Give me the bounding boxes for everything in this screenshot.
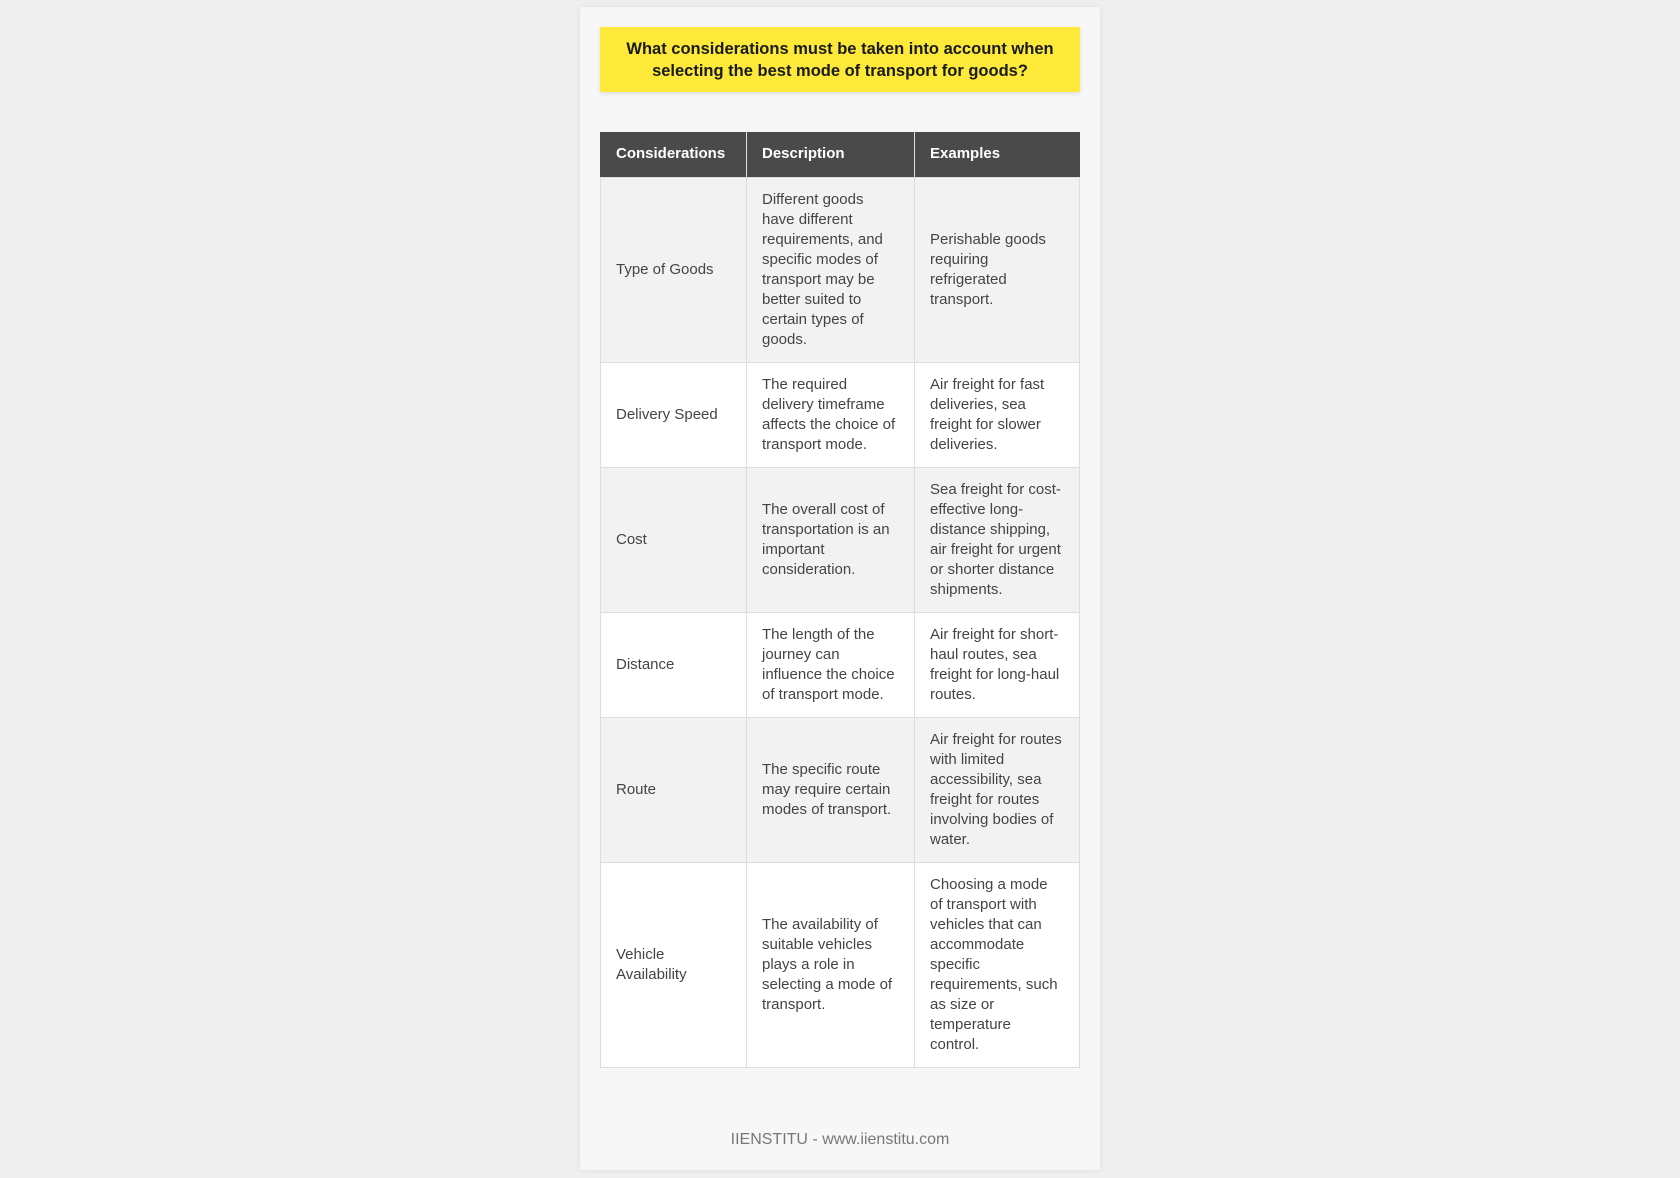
table-row [601, 177, 1080, 362]
cell-examples: Air freight for routes with limited accessibility, sea freight for routes involving bodies of water. [915, 717, 1080, 862]
cell-consideration: Vehicle Availability [601, 862, 747, 1067]
cell-consideration: Type of Goods [601, 177, 747, 362]
column-header-examples: Examples [915, 132, 1080, 177]
cell-description: The overall cost of transportation is an important consideration. [747, 467, 915, 612]
page-title: What considerations must be taken into account when selecting the best mode of transport for goods? [626, 39, 1054, 80]
column-header-considerations: Considerations [601, 132, 747, 177]
title-banner [600, 27, 1080, 92]
cell-examples: Air freight for fast deliveries, sea freight for slower deliveries. [915, 362, 1080, 467]
table-header-row [601, 132, 1080, 177]
cell-consideration: Distance [601, 612, 747, 717]
cell-description: The length of the journey can influence the choice of transport mode. [747, 612, 915, 717]
cell-description: The specific route may require certain modes of transport. [747, 717, 915, 862]
table-row [601, 467, 1080, 612]
cell-consideration: Delivery Speed [601, 362, 747, 467]
content-card [580, 7, 1100, 1170]
column-header-description: Description [747, 132, 915, 177]
table-row [601, 717, 1080, 862]
table-row [601, 862, 1080, 1067]
cell-description: The required delivery timeframe affects the choice of transport mode. [747, 362, 915, 467]
cell-description: The availability of suitable vehicles plays a role in selecting a mode of transport. [747, 862, 915, 1067]
cell-examples: Sea freight for cost-effective long-distance shipping, air freight for urgent or shorter distance shipments. [915, 467, 1080, 612]
cell-examples: Air freight for short-haul routes, sea freight for long-haul routes. [915, 612, 1080, 717]
cell-description: Different goods have different requirements, and specific modes of transport may be better suited to certain types of goods. [747, 177, 915, 362]
cell-examples: Choosing a mode of transport with vehicles that can accommodate specific requirements, such as size or temperature control. [915, 862, 1080, 1067]
cell-consideration: Route [601, 717, 747, 862]
table-row [601, 612, 1080, 717]
table-row [601, 362, 1080, 467]
footer-credit: IIENSTITU - www.iienstitu.com [730, 1131, 950, 1148]
cell-consideration: Cost [601, 467, 747, 612]
cell-examples: Perishable goods requiring refrigerated transport. [915, 177, 1080, 362]
considerations-table [600, 132, 1080, 1068]
